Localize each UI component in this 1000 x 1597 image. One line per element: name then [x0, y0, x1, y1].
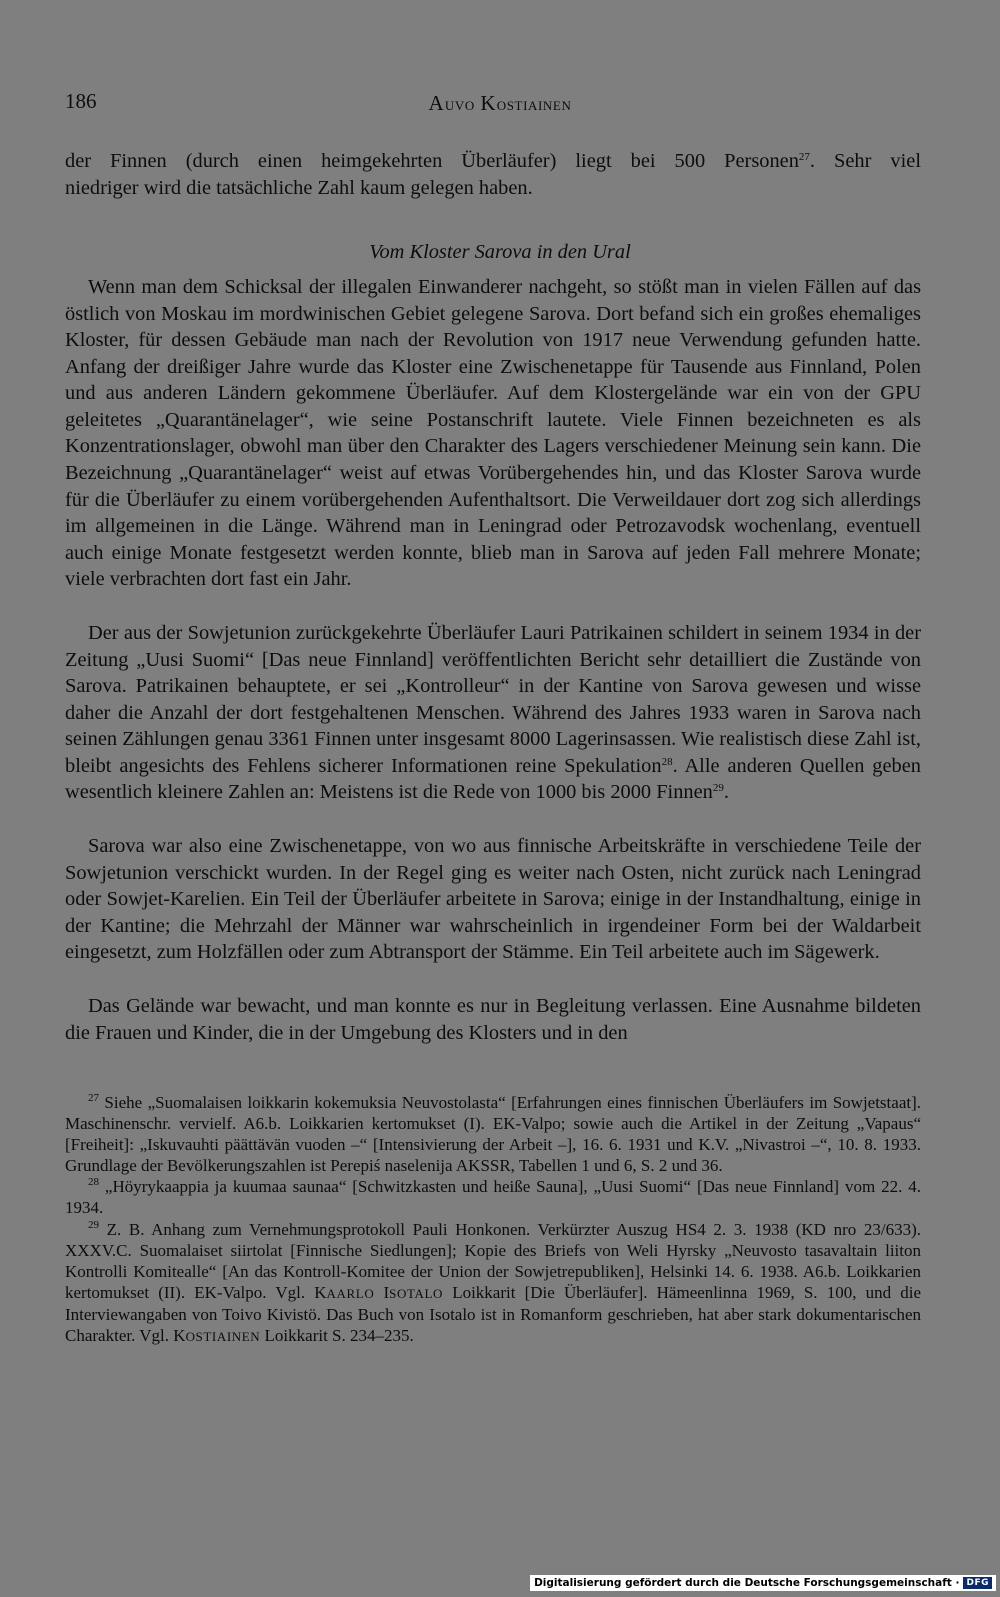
footnote-27: $^{27}$ Siehe „Suomalaisen loikkarin kokemuksia Neuvostolasta“ [Erfahrungen eines finnischen Überläufers im Sowjetstaat]. Maschinenschr. vervielf. A6.b. Loikkarien kertomukset (I). EK-Valpo; sowie auch die Artikel in der Zeitung „Vapaus“ [Freiheit]: „Iskuvauhti päättävän vuoden –“ [Intensivierung der Arbeit –], 16. 6. 1931 und K.V. „Nivastroi –“, 10. 8. 1933. Grundlage der Bevölkerungszahlen ist Perepiś naselenija AKSSR, Tabellen 1 und 6, S. 2 und 36.	[65, 1092, 921, 1176]
footnote-28: $^{28}$ „Höyrykaappia ja kuumaa saunaa“ [Schwitzkasten und heiße Sauna], „Uusi Suomi“ [Das neue Finnland] vom 22. 4. 1934.	[65, 1176, 922, 1218]
digitization-note: Digitalisierung gefördert durch die Deutsche Forschungsgemeinschaft ·	[534, 1577, 960, 1589]
footnote-ref-29: 29	[712, 782, 724, 795]
paragraph-4: Das Gelände war bewacht, und man konnte es nur in Begleitung verlassen. Eine Ausnahme bildeten die Frauen und Kinder, die in der Umgebung des Klosters und in den	[65, 995, 921, 1044]
paragraph-1: Wenn man dem Schicksal der illegalen Einwanderer nachgeht, so stößt man in vielen Fällen auf das östlich von Moskau im mordwinischen Gebiet gelegene Sarova. Dort befand sich ein großes ehemaliges Kloster, für dessen Gebäude man nach der Revolution von 1917 neue Verwendung gefunden hatte. Anfang der dreißiger Jahre wurde das Kloster eine Zwischenetappe für Tausende aus Finnland, Polen und aus anderen Ländern gekommene Überläufer. Auf dem Klostergelände war ein von der GPU geleitetes „Quarantänelager“, wie seine Postanschrift lautete. Viele Finnen bezeichneten es als Konzentrationslager, obwohl man über den Charakter des Lagers verschiedener Meinung sein kann. Die Bezeichnung „Quarantänelager“ weist auf etwas Vorübergehendes hin, und das Kloster Sarova wurde für die Überläufer zu einem vorübergehenden Aufenthaltsort. Die Verweildauer dort zog sich allerdings im allgemeinen in die Länge. Während man in Leningrad oder Petrozavodsk wochenlang, eventuell auch einige Monate festgesetzt werden konnte, blieb man in Sarova auf jeden Fall mehrere Monate; viele verbrachten dort fast ein Jahr.	[65, 276, 921, 591]
digitization-footer	[530, 1575, 996, 1591]
paragraph-3: Sarova war also eine Zwischenetappe, von wo aus finnische Arbeitskräfte in verschiedene Teile der Sowjetunion verschickt wurden. In der Regel ging es weiter nach Osten, nicht zurück nach Leningrad oder Sowjet-Karelien. Ein Teil der Überläufer arbeitete in Sarova; einige in der Instandhaltung, einige in der Kantine; die Mehrzahl der Männer war wahrscheinlich in irgendeiner Form bei der Waldarbeit eingesetzt, zum Holzfällen oder zum Abtransport der Stämme. Ein Teil arbeitete auch im Sägewerk.	[65, 835, 921, 964]
paragraph-2: Der aus der Sowjetunion zurückgekehrte Überläufer Lauri Patrikainen schildert in seinem 1934 in der Zeitung „Uusi Suomi“ [Das neue Finnland] veröffentlichten Bericht sehr detailliert die Zustände von Sarova. Patrikainen behauptete, er sei „Kontrolleur“ in der Kantine von Sarova gewesen und wisse daher die Anzahl der dort festgehaltenen Menschen. Während des Jahres 1933 waren in Sarova nach seinen Zählungen genau 3361 Finnen unter insgesamt 8000 Lagerinsassen. Wie realistisch diese Zahl ist, bleibt angesichts des Fehlens sicherer Informationen reine Spekulation$^{28}$. Alle anderen Quellen geben wesentlich kleinere Zahlen an: Meistens ist die Rede von 1000 bis 2000 Finnen$^{29}$.	[65, 622, 921, 804]
footnote-ref-27: 27	[798, 151, 810, 163]
running-head: AUVO KOSTIAINEN	[428, 91, 572, 115]
dfg-logo: DFG	[963, 1577, 992, 1589]
intro-paragraph: der Finnen (durch einen heimgekehrten Überläufer) liegt bei 500 Personen$^{27}$. Sehr viel niedriger wird die tatsächliche Zahl kaum gelegen haben.	[65, 150, 921, 199]
footnote-29: $^{29}$ Z. B. Anhang zum Vernehmungsprotokoll Pauli Honkonen. Verkürzter Auszug HS4 2. 3. 1938 (KD nro 23/633). XXXV.C. Suomalaiset siirtolat [Finnische Siedlungen]; Kopie des Briefs von Weli Hyrsky „Neuvosto tasavaltain liiton Kontrolli Komitealle“ [An das Kontroll-Komitee der Union der Sowjetrepubliken], Helsinki 14. 6. 1938. A6.b. Loikkarien kertomukset (II). EK-Valpo. Vgl. KAARLO ISOTALO Loikkarit [Die Überläufer]. Hämeenlinna 1969, S. 100, und die Interviewangaben von Toivo Kivistö. Das Buch von Isotalo ist in Romanform geschrieben, hat aber stark dokumentarischen Charakter. Vgl. KOSTIAINEN Loikkarit S. 234–235.	[65, 1218, 922, 1346]
page-number: 186	[65, 89, 97, 113]
footnotes	[65, 1092, 921, 1347]
footnote-ref-28: 28	[661, 755, 673, 768]
section-heading: Vom Kloster Sarova in den Ural	[369, 241, 631, 263]
